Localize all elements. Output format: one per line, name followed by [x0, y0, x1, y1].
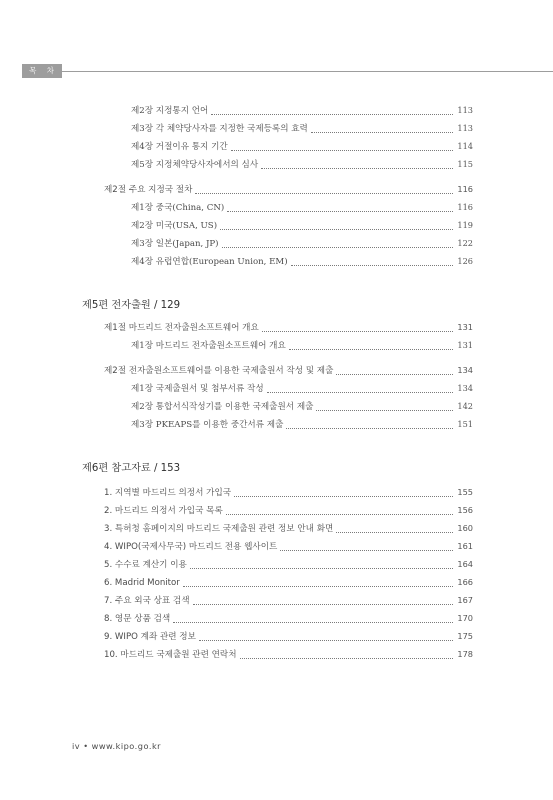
toc-page-number: 119: [457, 220, 473, 230]
toc-page-number: 115: [457, 159, 473, 169]
toc-entry[interactable]: [104, 648, 473, 661]
toc-entry[interactable]: [104, 540, 473, 553]
toc-page-number: 160: [457, 523, 473, 533]
toc-entry[interactable]: [131, 158, 473, 171]
toc-page-number: 151: [457, 419, 473, 429]
leader-dots: [336, 374, 453, 375]
toc-entry[interactable]: [104, 612, 473, 625]
leader-dots: [220, 229, 453, 230]
toc-entry-label: 제3장 각 체약당사자를 지정한 국제등록의 효력: [131, 124, 308, 134]
toc-section[interactable]: [104, 183, 473, 196]
leader-dots: [336, 532, 453, 533]
toc-entry-label: 제3장 일본(Japan, JP): [131, 239, 219, 249]
leader-dots: [262, 331, 454, 332]
toc-page-number: 164: [457, 559, 473, 569]
toc-entry-label: 제3장 PKEAPS를 이용한 중간서류 제출: [131, 420, 284, 430]
toc-entry-label: 제1장 마드리드 전자출원소프트웨어 개요: [131, 341, 286, 351]
toc-page-number: 116: [457, 202, 473, 212]
toc-page-number: 131: [457, 340, 473, 350]
toc-entry-label: 3. 특허청 홈페이지의 마드리드 국제출원 관련 정보 안내 화면: [104, 524, 334, 534]
part-heading[interactable]: 제5편 전자출원 / 129: [82, 300, 181, 311]
toc-page-number: 175: [457, 631, 473, 641]
toc-page-number: 134: [457, 383, 473, 393]
toc-page-number: 113: [457, 105, 473, 115]
toc-entry-label: 10. 마드리드 국제출원 관련 연락처: [104, 650, 237, 660]
toc-entry-label: 제1장 국제출원서 및 첨부서류 작성: [131, 384, 264, 394]
toc-entry-label: 8. 영문 상품 검색: [104, 614, 171, 624]
leader-dots: [234, 496, 453, 497]
toc-entry[interactable]: [104, 594, 473, 607]
toc-page-number: 142: [457, 401, 473, 411]
toc-entry[interactable]: [131, 140, 473, 153]
toc-entry[interactable]: [104, 630, 473, 643]
toc-page-number: 116: [457, 184, 473, 194]
toc-page-number: 161: [457, 541, 473, 551]
toc-entry[interactable]: [131, 382, 473, 395]
toc-entry[interactable]: [104, 486, 473, 499]
toc-entry[interactable]: [104, 558, 473, 571]
toc-entry-label: 제2장 지정통지 언어: [131, 106, 209, 116]
toc-entry[interactable]: [131, 418, 473, 431]
leader-dots: [226, 514, 454, 515]
toc-entry-label: 1. 지역별 마드리드 의정서 가입국: [104, 488, 232, 498]
toc-section[interactable]: [104, 364, 473, 377]
leader-dots: [173, 622, 453, 623]
toc-entry[interactable]: [104, 522, 473, 535]
toc-entry[interactable]: [131, 237, 473, 250]
toc-entry[interactable]: [131, 339, 473, 352]
leader-dots: [199, 640, 453, 641]
toc-entry-label: 6. Madrid Monitor: [104, 578, 180, 588]
toc-section-label: 제1절 마드리드 전자출원소프트웨어 개요: [104, 323, 259, 333]
leader-dots: [195, 193, 453, 194]
toc-entry-label: 9. WIPO 계좌 관련 정보: [104, 632, 196, 642]
leader-dots: [291, 265, 454, 266]
leader-dots: [311, 132, 454, 133]
toc-entry[interactable]: [131, 400, 473, 413]
toc-page-number: 122: [457, 238, 473, 248]
toc-page-number: 113: [457, 123, 473, 133]
toc-entry-label: 5. 수수료 계산기 이용: [104, 560, 187, 570]
toc-section-label: 제2절 주요 지정국 절차: [104, 185, 193, 195]
toc-page-number: 156: [457, 505, 473, 515]
leader-dots: [267, 392, 454, 393]
leader-dots: [316, 410, 453, 411]
leader-dots: [222, 247, 454, 248]
toc-entry[interactable]: [131, 255, 473, 268]
toc-entry[interactable]: [131, 219, 473, 232]
toc-entry-label: 제4장 거절이유 통지 기간: [131, 142, 228, 152]
toc-entry[interactable]: [104, 504, 473, 517]
toc-page-number: 114: [457, 141, 473, 151]
leader-dots: [193, 604, 454, 605]
toc-entry-label: 4. WIPO(국제사무국) 마드리드 전용 웹사이트: [104, 542, 278, 552]
toc-entry-label: 제5장 지정체약당사자에서의 심사: [131, 160, 259, 170]
page-footer: iv • www.kipo.go.kr: [72, 741, 162, 751]
leader-dots: [227, 211, 453, 212]
leader-dots: [190, 568, 454, 569]
toc-entry-label: 제4장 유럽연합(European Union, EM): [131, 257, 288, 267]
leader-dots: [286, 428, 453, 429]
toc-page-number: 134: [457, 365, 473, 375]
toc-page-number: 155: [457, 487, 473, 497]
toc-page-number: 131: [457, 322, 473, 332]
toc-page-number: 166: [457, 577, 473, 587]
leader-dots: [231, 150, 454, 151]
toc-section[interactable]: [104, 321, 473, 334]
leader-dots: [280, 550, 453, 551]
toc-section-label: 제2절 전자출원소프트웨어를 이용한 국제출원서 작성 및 제출: [104, 366, 334, 376]
toc-page-number: 178: [457, 649, 473, 659]
leader-dots: [261, 168, 453, 169]
toc-entry[interactable]: [131, 201, 473, 214]
leader-dots: [183, 586, 454, 587]
header-tab-label: 목 차: [29, 66, 58, 75]
toc-entry-label: 제1장 중국(China, CN): [131, 203, 225, 213]
toc-entry[interactable]: [104, 576, 473, 589]
toc-page-number: 167: [457, 595, 473, 605]
toc-entry-label: 제2장 미국(USA, US): [131, 221, 218, 231]
toc-entry-label: 2. 마드리드 의정서 가입국 목록: [104, 506, 223, 516]
leader-dots: [289, 349, 454, 350]
toc-page-number: 126: [457, 256, 473, 266]
part-heading[interactable]: 제6편 참고자료 / 153: [82, 463, 181, 474]
leader-dots: [240, 658, 454, 659]
toc-entry-label: 7. 주요 외국 상표 검색: [104, 596, 190, 606]
toc-entry[interactable]: [131, 104, 473, 117]
toc-page-number: 170: [457, 613, 473, 623]
leader-dots: [211, 114, 453, 115]
toc-entry[interactable]: [131, 122, 473, 135]
toc-entry-label: 제2장 통합서식작성기를 이용한 국제출원서 제출: [131, 402, 314, 412]
